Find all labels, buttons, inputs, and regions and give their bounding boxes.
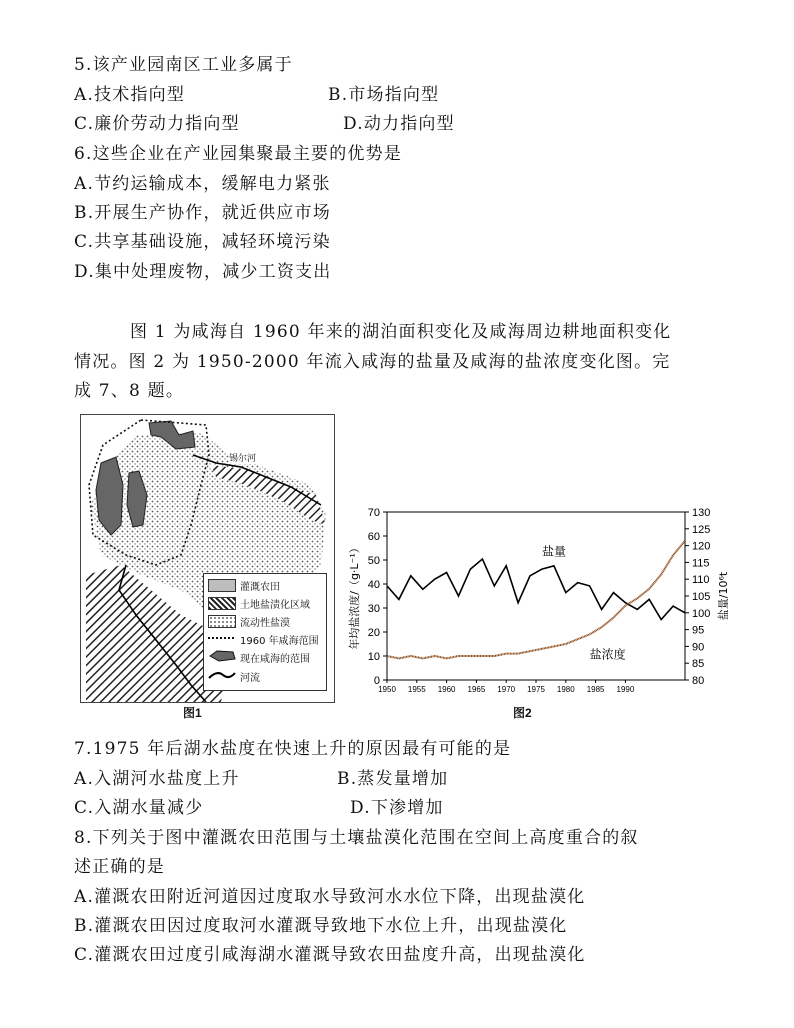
right-tick-label: 120 — [692, 540, 711, 553]
x-tick-label: 1990 — [616, 685, 635, 694]
left-tick-label: 40 — [367, 579, 380, 591]
right-tick-label: 100 — [692, 607, 711, 620]
intro-line-1: 图 1 为咸海自 1960 年来的湖泊面积变化及咸海周边耕地面积变化 — [130, 322, 672, 342]
q7-stem: 7.1975 年后湖水盐度在快速上升的原因最有可能的是 — [74, 739, 512, 759]
q5-option-c: C.廉价劳动力指向型 — [74, 114, 240, 134]
left-tick-label: 20 — [367, 627, 380, 639]
q5-option-b: B.市场指向型 — [328, 85, 440, 105]
q8-option-c: C.灌溉农田过度引咸海湖水灌溉导致农田盐度升高，出现盐漠化 — [74, 945, 586, 965]
q7-option-d: D.下渗增加 — [350, 798, 444, 818]
q6-option-b: B.开展生产协作，就近供应市场 — [74, 203, 331, 223]
q8-option-a: A.灌溉农田附近河道因过度取水导致河水水位下降，出现盐漠化 — [74, 887, 586, 907]
plot-frame — [387, 512, 685, 680]
q8-stem-line-2: 述正确的是 — [74, 857, 165, 877]
left-tick-label: 50 — [367, 555, 380, 567]
figure-2-caption: 图2 — [513, 706, 532, 720]
q7-option-a: A.入湖河水盐度上升 — [74, 769, 240, 789]
x-tick-label: 1955 — [407, 685, 426, 694]
x-tick-label: 1980 — [556, 685, 575, 694]
series-line-left — [387, 541, 685, 662]
right-tick-label: 125 — [692, 523, 711, 536]
q8-stem-line-1: 8.下列关于图中灌溉农田范围与土壤盐漠化范围在空间上高度重合的叙 — [74, 828, 639, 848]
right-tick-label: 110 — [692, 574, 710, 587]
series-label-concentration: 盐浓度 — [589, 647, 626, 662]
right-tick-label: 85 — [692, 658, 705, 671]
right-tick-label: 115 — [692, 557, 710, 570]
y-axis-right-label: 盐量/10⁶t — [717, 571, 730, 621]
x-tick-label: 1970 — [497, 685, 516, 694]
y-axis-left-label: 年均盐浓度/（g·L⁻¹） — [348, 542, 361, 650]
right-tick-label: 105 — [692, 591, 711, 603]
q5-stem: 5.该产业园南区工业多属于 — [74, 55, 293, 75]
syr-darya-label: 锡尔河 — [229, 451, 256, 464]
figure-1-caption: 图1 — [183, 706, 202, 720]
q5-option-a: A.技术指向型 — [74, 85, 186, 105]
q8-option-b: B.灌溉农田因过度取河水灌溉导致地下水位上升，出现盐漠化 — [74, 916, 568, 936]
right-tick-label: 130 — [692, 507, 711, 519]
series-label-salt: 盐量 — [541, 544, 566, 559]
x-tick-label: 1950 — [378, 685, 396, 694]
q7-option-c: C.入湖水量减少 — [74, 798, 204, 818]
q6-option-a: A.节约运输成本，缓解电力紧张 — [74, 174, 331, 194]
series-line-right — [387, 559, 685, 620]
intro-line-2: 情况。图 2 为 1950-2000 年流入咸海的盐量及咸海的盐浓度变化图。完 — [74, 352, 671, 372]
aral-sea-map — [80, 414, 335, 703]
q6-option-d: D.集中处理废物，减少工资支出 — [74, 262, 332, 282]
map-legend: 灌溉农田 土地盐渍化区域 流动性盐漠 1960 年咸海范围 现在咸海的范围 河流 — [203, 573, 327, 691]
right-tick-label: 90 — [692, 641, 705, 654]
right-tick-label: 95 — [692, 624, 705, 637]
x-tick-label: 1965 — [467, 685, 486, 694]
left-tick-label: 10 — [367, 651, 380, 663]
left-tick-label: 30 — [367, 603, 380, 615]
q5-option-d: D.动力指向型 — [343, 114, 455, 134]
x-tick-label: 1985 — [586, 685, 605, 694]
x-tick-label: 1960 — [437, 685, 456, 694]
q6-stem: 6.这些企业在产业园集聚最主要的优势是 — [74, 144, 403, 164]
q6-option-c: C.共享基础设施，减轻环境污染 — [74, 232, 331, 252]
intro-line-3: 成 7、8 题。 — [74, 381, 185, 401]
x-tick-label: 1975 — [527, 685, 545, 694]
right-tick-label: 80 — [692, 675, 705, 687]
left-tick-label: 70 — [367, 507, 380, 519]
left-tick-label: 60 — [367, 531, 380, 543]
q7-option-b: B.蒸发量增加 — [337, 769, 449, 789]
salt-chart — [345, 500, 735, 700]
left-tick-label: 0 — [373, 675, 380, 687]
